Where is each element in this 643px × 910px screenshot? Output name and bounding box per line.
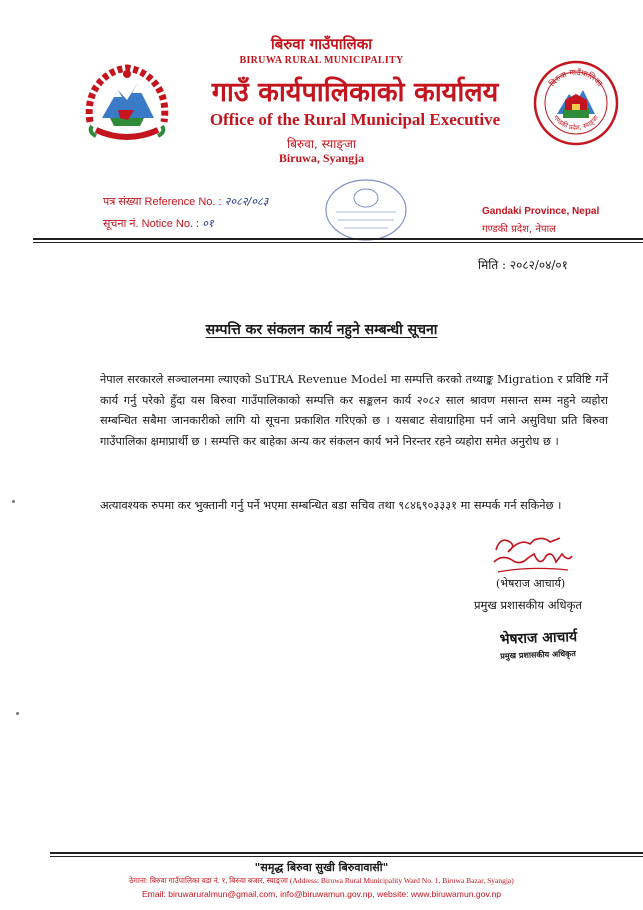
location-np: बिरुवा, स्याङ्जा (287, 137, 356, 151)
municipality-seal-logo (533, 60, 619, 146)
signatory-name: (भेषराज आचार्य) (496, 577, 566, 590)
notice-paragraph-2: अत्यावश्यक रुपमा कर भुक्तानी गर्नु पर्ने भएमा सम्बन्धित बडा सचिव तथा ९८४६९०३३३१ मा सम्पर्क गर्न सकिनेछ । (100, 499, 562, 512)
office-title-np: गाउँ कार्यपालिकाको कार्यालय (211, 77, 499, 108)
notice-label: सूचना नं. Notice No. : (103, 218, 200, 230)
seal-text-bottom: गण्डकी प्रदेश, स्याङ्जा (551, 113, 601, 132)
office-stamp (322, 176, 410, 244)
signatory-name-stamp (499, 626, 600, 669)
municipality-name-en: BIRUWA RURAL MUNICIPALITY (239, 55, 404, 66)
name-stamp-title: प्रमुख प्रशासकीय अधिकृत (500, 648, 576, 661)
footer-contact: Email: biruwaruralmun@gmail.com, info@biruwamun.gov.np, website: www.biruwamun.gov.np (141, 889, 502, 899)
notice-date: मिति : २०८२/०४/०१ (478, 258, 568, 272)
location-en: Biruwa, Syangja (278, 151, 365, 165)
footer-motto: "समृद्ध बिरुवा सुखी बिरुवावासी" (254, 861, 389, 874)
notice-paragraph-1: नेपाल सरकारले सञ्चालनमा ल्याएको SuTRA Revenue Model मा सम्पत्ति करको तथ्याङ्क Migration र प्रविष्टि गर्ने कार्य गर्नु परेको हुँदा यस बिरुवा गाउँपालिकाको सम्पत्ति कर सङ्कलन कार्य २०८२ साल श्रावण मसान्त सम्म नहुने व्यहोरा सम्बन्धित सबैमा जानकारीको लागि यो सूचना प्रकाशित गरिएको छ । यसबाट सेवाग्राहिमा पर्न जाने असुविधा प्रति बिरुवा गाउँपालिका क्षमाप्रार्थी छ । सम्पत्ति कर बाहेका अन्य कर संकलन कार्य भने निरन्तर रहने व्यहोरा समेत अनुरोध छ । (100, 373, 608, 448)
province-en: Gandaki Province, Nepal (482, 206, 600, 217)
notice-subject-text: सम्पत्ति कर संकलन कार्य नहुने सम्बन्धी सूचना (205, 322, 438, 338)
province-np: गण्डकी प्रदेश, नेपाल (482, 224, 556, 235)
name-stamp-name: भेषराज आचार्य (499, 629, 578, 648)
office-title-en: Office of the Rural Municipal Executive (209, 110, 501, 129)
notice-value: ०१ (202, 217, 214, 230)
seal-text-top: बिरुवा गाउँपालिका (547, 67, 605, 89)
municipality-name-np: बिरुवा गाउँपालिका (270, 35, 373, 53)
footer-address: ठेगाना: बिरुवा गाउँपालिका वडा नं. १, बिरुवा बजार, स्याङ्जा (Address: Biruwa Rural Municipality Ward No. 1, Biruwa Bazar, Syangja) (129, 876, 514, 885)
header-divider-thin (33, 242, 643, 243)
signatory-title: प्रमुख प्रशासकीय अधिकृत (474, 598, 582, 612)
reference-value: २०८२/०८३ (224, 195, 269, 208)
notice-number (103, 216, 214, 231)
footer-divider-thin (50, 856, 643, 857)
notice-subject (0, 320, 643, 339)
header-divider (33, 238, 643, 240)
reference-number (103, 194, 268, 209)
reference-label: पत्र संख्या Reference No. : (103, 196, 222, 208)
handwritten-signature (490, 532, 574, 580)
scan-speck (16, 712, 19, 715)
scan-speck (12, 500, 15, 503)
footer-divider (50, 852, 643, 854)
